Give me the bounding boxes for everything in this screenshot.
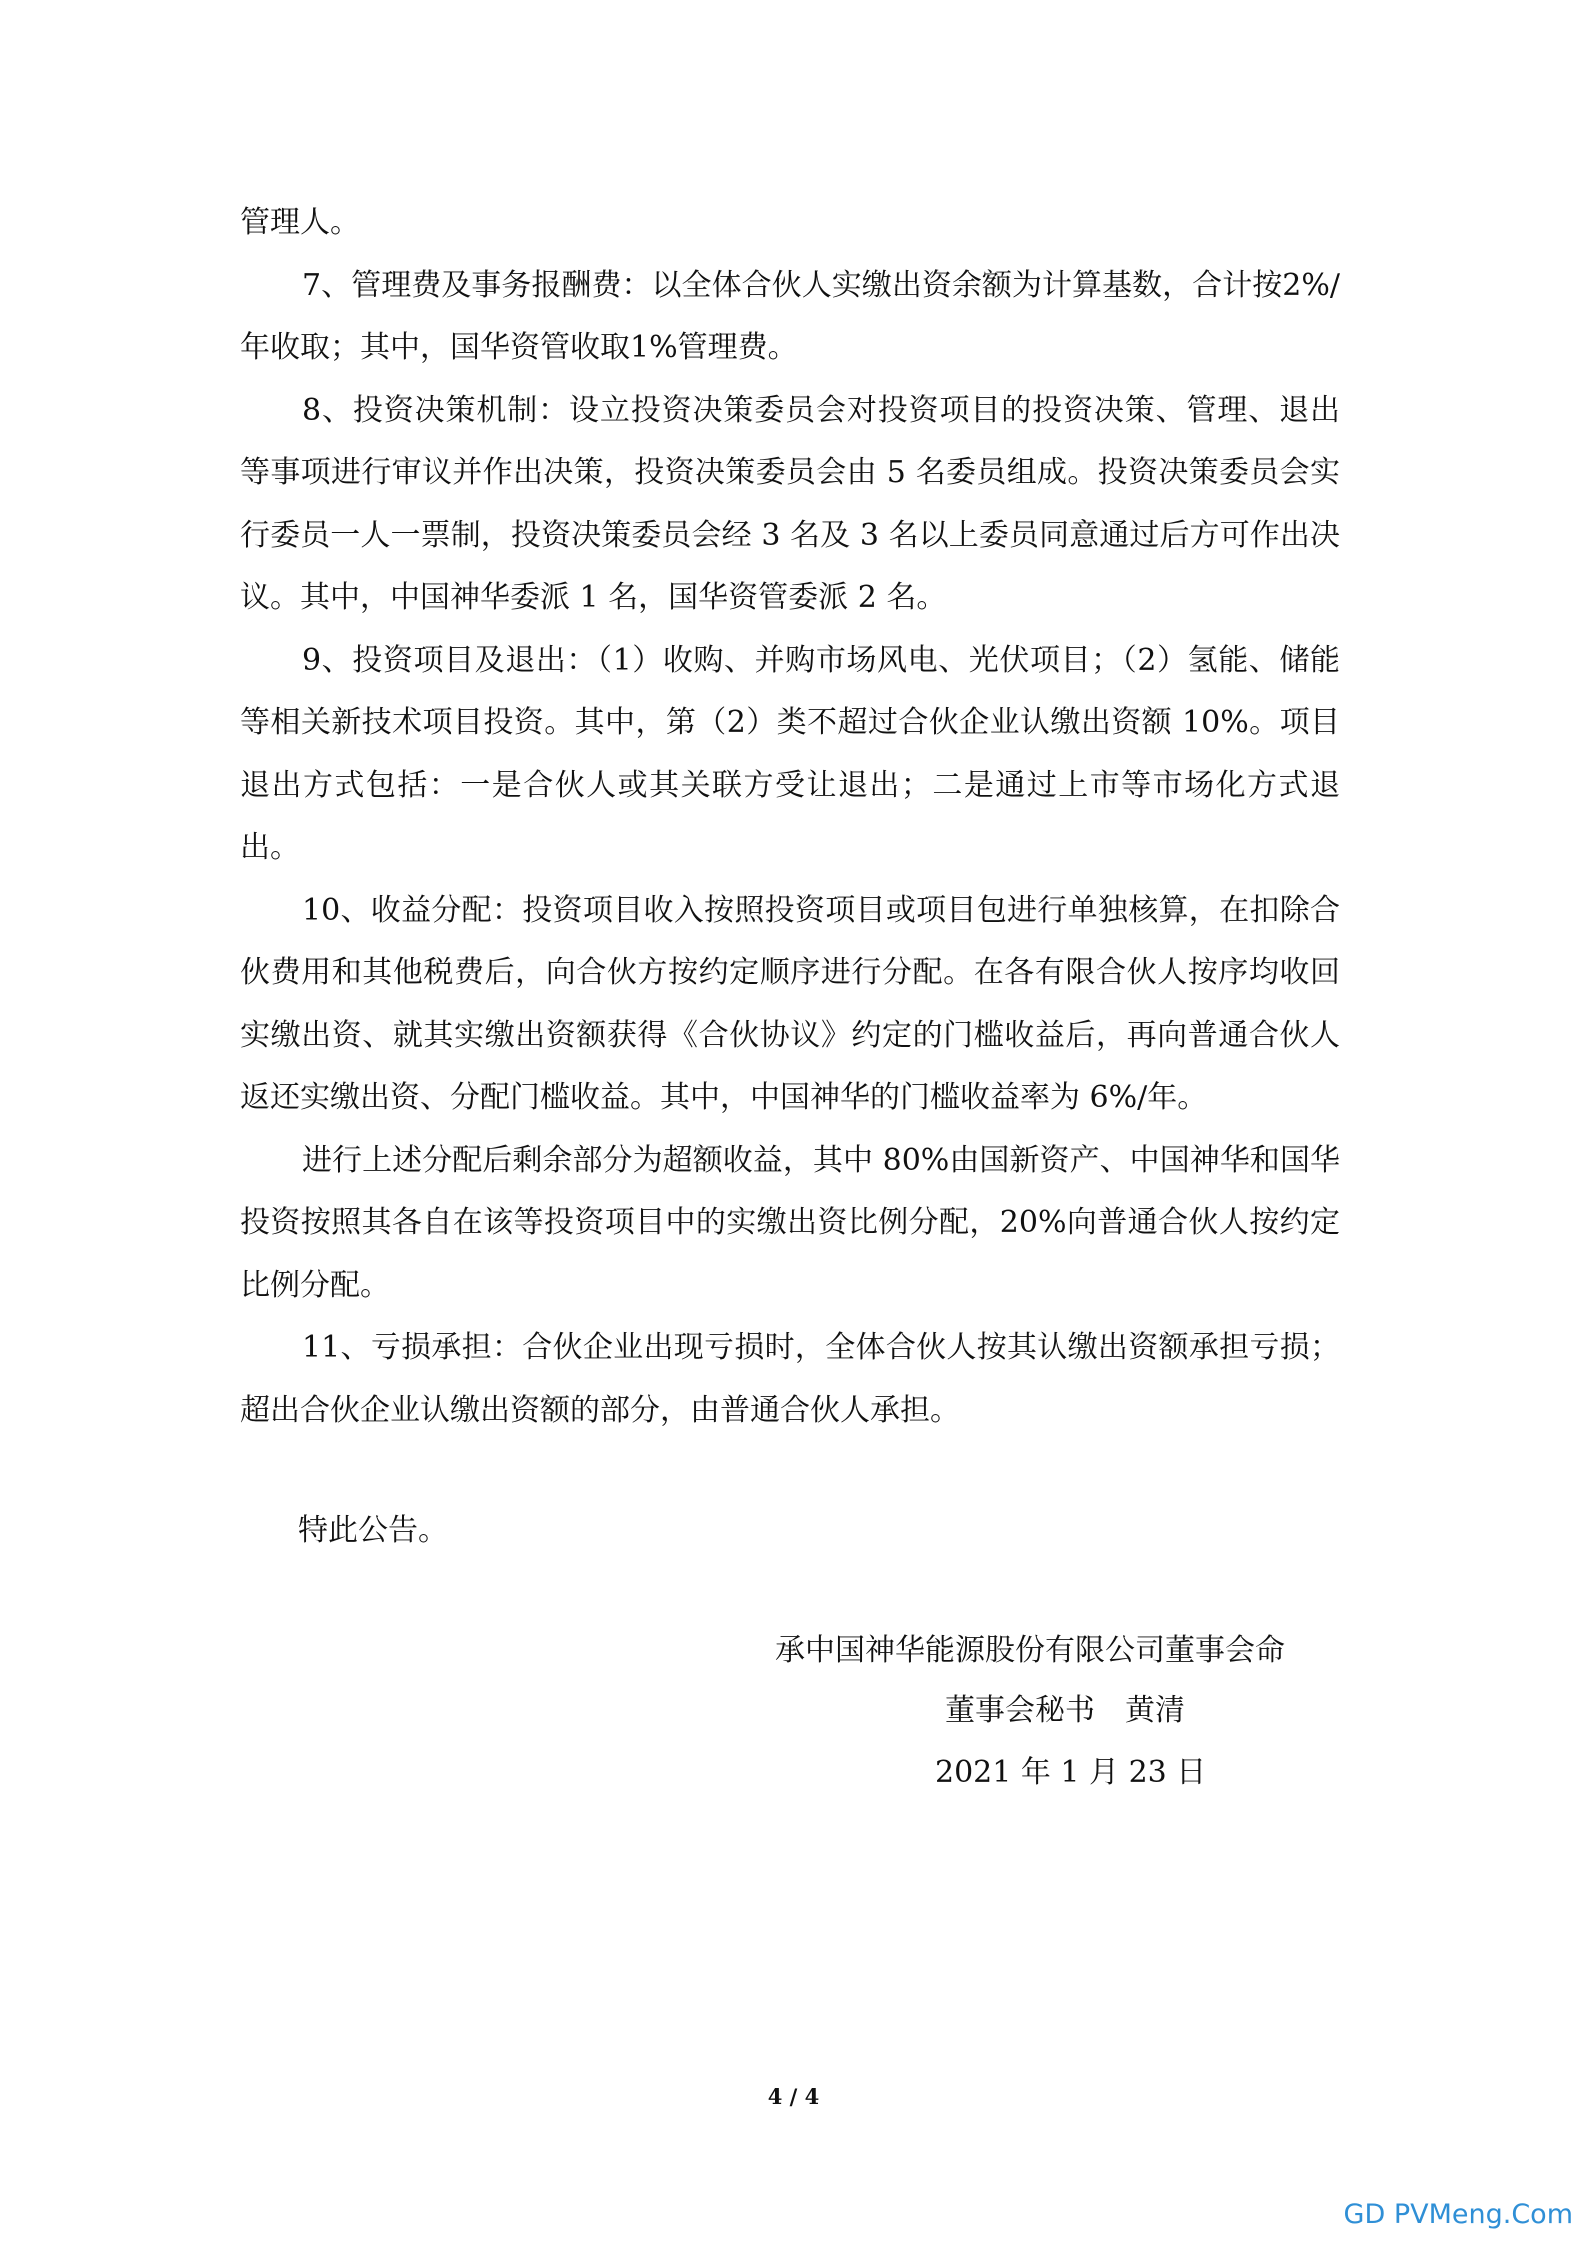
paragraph-profit-distribution: 10、收益分配：投资项目收入按照投资项目或项目包进行单独核算，在扣除合伙费用和其他税费后，向合伙方按约定顺序进行分配。在各有限合伙人按序均收回实缴出资、就其实缴出资额获得《合伙协议》约定的门槛收益后，再向普通合伙人返还实缴出资、分配门槛收益。其中，中国神华的门槛收益率为 6%/年。: [240, 892, 1340, 1115]
notice-statement: 特此公告。: [298, 1513, 448, 1548]
paragraph-continuation: 管理人。: [240, 205, 360, 240]
paragraph-investment-projects: 9、投资项目及退出：（1）收购、并购市场风电、光伏项目；（2）氢能、储能等相关新技术项目投资。其中，第（2）类不超过合伙企业认缴出资额 10%。项目退出方式包括：一是合伙人或其关联方受让退出；二是通过上市等市场化方式退出。: [240, 642, 1340, 865]
paragraph-loss-bearing: 11、亏损承担：合伙企业出现亏损时，全体合伙人按其认缴出资额承担亏损；超出合伙企业认缴出资额的部分，由普通合伙人承担。: [240, 1330, 1340, 1428]
signature-company: 承中国神华能源股份有限公司董事会命: [775, 1633, 1285, 1668]
document-body: [240, 192, 1340, 1442]
paragraph-investment-decision: 8、投资决策机制：设立投资决策委员会对投资项目的投资决策、管理、退出等事项进行审议并作出决策，投资决策委员会由 5 名委员组成。投资决策委员会实行委员一人一票制，投资决策委员会经 3 名及 3 名以上委员同意通过后方可作出决议。其中，中国神华委派 1 名，国华资管委派 2 名。: [240, 392, 1340, 615]
watermark-text: GD PVMeng.Com: [1343, 2199, 1573, 2230]
page-number: 4 / 4: [767, 2084, 820, 2109]
paragraph-excess-returns: 进行上述分配后剩余部分为超额收益，其中 80%由国新资产、中国神华和国华投资按照其各自在该等投资项目中的实缴出资比例分配，20%向普通合伙人按约定比例分配。: [240, 1142, 1340, 1303]
signature-secretary: 董事会秘书 黄清: [945, 1693, 1185, 1728]
paragraph-management-fee: 7、管理费及事务报酬费：以全体合伙人实缴出资余额为计算基数，合计按2%/年收取；其中，国华资管收取1%管理费。: [240, 267, 1340, 365]
signature-date: 2021 年 1 月 23 日: [935, 1755, 1207, 1790]
